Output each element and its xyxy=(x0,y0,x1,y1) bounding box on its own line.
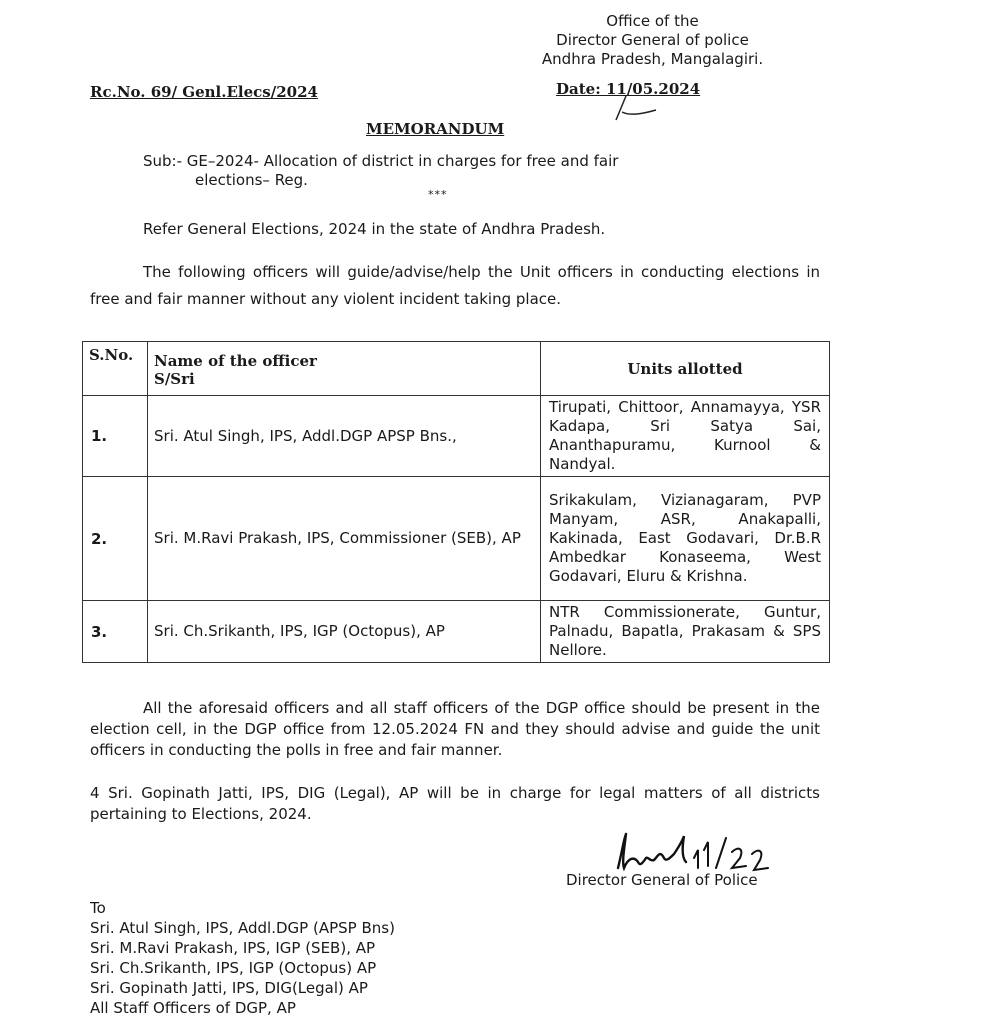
subject-line-1: Sub:- GE–2024- Allocation of district in charges for free and fair xyxy=(143,152,619,170)
memo-title: MEMORANDUM xyxy=(366,120,505,138)
row-officer: Sri. M.Ravi Prakash, IPS, Commissioner (SEB), AP xyxy=(148,477,541,601)
allocation-table xyxy=(82,341,830,663)
recipient-item: Sri. Gopinath Jatti, IPS, DIG(Legal) AP xyxy=(90,979,368,997)
table-row xyxy=(83,396,830,477)
header-name xyxy=(148,342,541,396)
office-line: Andhra Pradesh, Mangalagiri. xyxy=(541,50,764,68)
recipient-item: All Staff Officers of DGP, AP xyxy=(90,999,296,1017)
row-sno: 3. xyxy=(83,601,148,663)
row-units: Srikakulam, Vizianagaram, PVP Manyam, ASR, Anakapalli, Kakinada, East Godavari, Dr.B.R Ambedkar Konaseema, West Godavari, Eluru & Krishna. xyxy=(541,477,830,601)
row-sno: 1. xyxy=(83,396,148,477)
header-sno: S.No. xyxy=(83,342,148,396)
office-line: Office of the xyxy=(606,12,699,30)
row-units: Tirupati, Chittoor, Annamayya, YSR Kadapa, Sri Satya Sai, Ananthapuramu, Kurnool & Nandyal. xyxy=(541,396,830,477)
signature-title: Director General of Police xyxy=(566,871,758,889)
date-initial-mark xyxy=(612,92,662,124)
to-label: To xyxy=(90,899,106,917)
table-row xyxy=(83,477,830,601)
office-line: Director General of police xyxy=(556,31,749,49)
row-sno: 2. xyxy=(83,477,148,601)
table-row xyxy=(83,601,830,663)
row-officer: Sri. Atul Singh, IPS, Addl.DGP APSP Bns., xyxy=(148,396,541,477)
closing-paragraph-1: All the aforesaid officers and all staff officers of the DGP office should be present in the election cell, in the DGP office from 12.05.2024 FN and they should advise and guide the unit officers in conducting the polls in free and fair manner. xyxy=(90,699,820,759)
row-units: NTR Commissionerate, Guntur, Palnadu, Bapatla, Prakasam & SPS Nellore. xyxy=(541,601,830,663)
recipient-item: Sri. M.Ravi Prakash, IPS, IGP (SEB), AP xyxy=(90,939,376,957)
office-header xyxy=(520,12,785,69)
refer-paragraph: Refer General Elections, 2024 in the state of Andhra Pradesh. xyxy=(143,220,606,238)
separator: *** xyxy=(428,188,448,201)
subject-line-2: elections– Reg. xyxy=(195,171,308,189)
intro-paragraph: The following officers will guide/advise/help the Unit officers in conducting elections in free and fair manner without any violent incident taking place. xyxy=(90,263,820,308)
header-name-sub: S/Sri xyxy=(154,370,195,388)
subject xyxy=(143,152,788,190)
header-units: Units allotted xyxy=(541,342,830,396)
recipient-item: Sri. Atul Singh, IPS, Addl.DGP (APSP Bns) xyxy=(90,919,395,937)
reference-number: Rc.No. 69/ Genl.Elecs/2024 xyxy=(90,83,318,101)
recipient-list xyxy=(90,898,395,1018)
closing-paragraph-2: 4 Sri. Gopinath Jatti, IPS, DIG (Legal), AP will be in charge for legal matters of all districts pertaining to Elections, 2024. xyxy=(90,784,820,823)
header-name-text: Name of the officer xyxy=(154,352,317,370)
table-header-row xyxy=(83,342,830,396)
recipient-item: Sri. Ch.Srikanth, IPS, IGP (Octopus) AP xyxy=(90,959,377,977)
row-officer: Sri. Ch.Srikanth, IPS, IGP (Octopus), AP xyxy=(148,601,541,663)
signature xyxy=(612,828,792,876)
memo-date: Date: 11/05.2024 xyxy=(556,80,701,98)
